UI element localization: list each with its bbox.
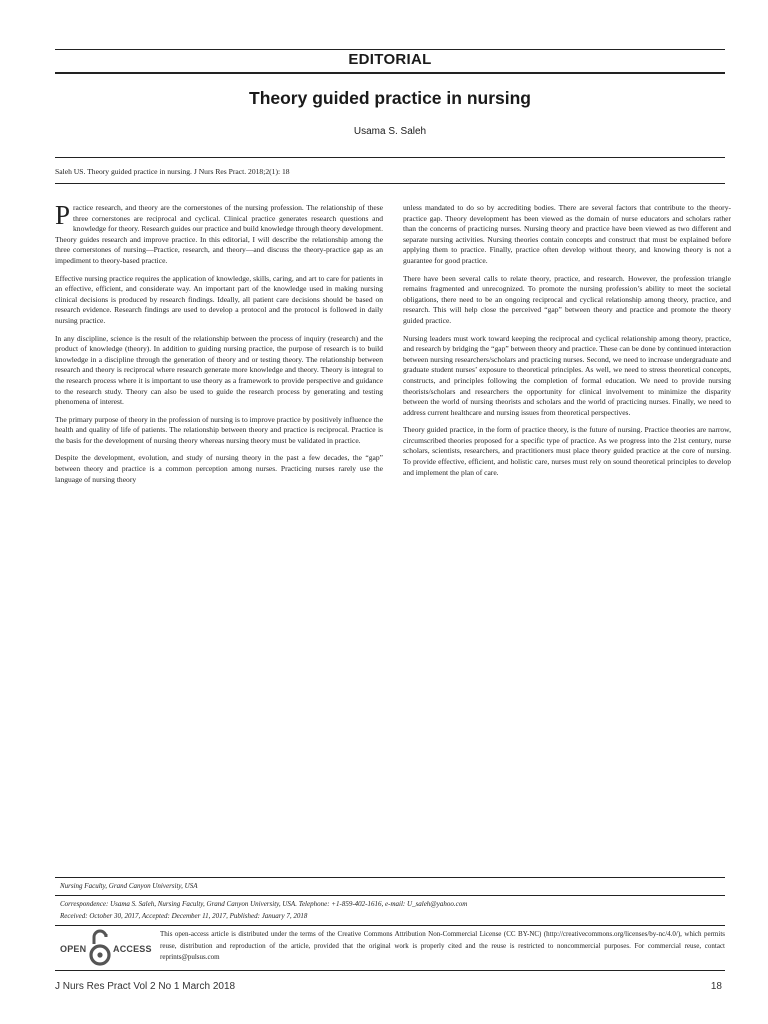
publication-dates: Received: October 30, 2017, Accepted: December 11, 2017, Published: January 7, 2018 xyxy=(60,912,308,920)
open-access-word-open: OPEN xyxy=(60,944,87,954)
paragraph: There have been several calls to relate theory, practice, and research. However, the profession triangle remains fragmented and unrecognized. To promote the nursing profession’s ability to meet the societal obligations, there need to be an ongoing reciprocal and cyclical relationship among theory, practice, and research. This will help close the perceived “gap” between theory and practice and promote the theory guided practice. xyxy=(403,273,731,325)
section-label: EDITORIAL xyxy=(348,51,432,68)
paragraph xyxy=(55,200,383,267)
top-rule xyxy=(55,49,725,50)
correspondence: Correspondence: Usama S. Saleh, Nursing Faculty, Grand Canyon University, USA. Telephone: +1-859-402-1616, e-mail: U_saleh@yahoo.com xyxy=(60,900,468,908)
page-number: 18 xyxy=(710,981,722,992)
footer-rule xyxy=(55,970,725,971)
open-access-logo xyxy=(60,928,155,968)
license-text: This open-access article is distributed under the terms of the Creative Commons Attribution Non-Commercial License (CC BY-NC) (http://creativecommons.org/licenses/by-nc/4.0/), which permits reuse, distribution and reproduction of the article, provided that the original work is properly cited and the reuse is restricted to noncommercial purposes. For commercial reuse, contact reprints@pulsus.com xyxy=(160,930,725,961)
footnote-top-rule xyxy=(55,877,725,878)
paragraph: Nursing leaders must work toward keeping the reciprocal and cyclical relationship among theory, practice, and research by bridging the “gap” between theory and practice. These can be done by continued interaction between nursing researchers/scholars and practicing nurses. Second, we need to increase undergraduate and graduate student nurses’ exposure to theoretical principles. As well, we need to stress theoretical concepts, constructs, and principles following the completion of formal education. We need to provide nursing theorists/scholars and researchers the opportunity for clinical involvement to minimize the disparity between the world of nursing theorists and scholars and the world of practicing nurses. Finally, we need to address current healthcare and nursing issues from theoretical perspectives. xyxy=(403,333,731,417)
footnote-mid-rule xyxy=(55,895,725,896)
body-column-right xyxy=(403,203,731,485)
paragraph-text: ractice research, and theory are the cornerstones of the nursing profession. The relationship of these three cornerstones are reciprocal and cyclical. Clinical practice generates research questions and knowledge for theory. Research guides our practice and build knowledge through theory development. Theory guides research and improve practice. In this editorial, I will describe the relationship among the three cornerstones of nursing—Practice, research, and theory—and discuss the theory-practice gap as an impediment to theory-based practice. xyxy=(55,203,383,265)
body-column-left xyxy=(55,200,383,492)
affiliation: Nursing Faculty, Grand Canyon University, USA xyxy=(60,882,198,890)
drop-cap: P xyxy=(55,200,71,230)
citation: Saleh US. Theory guided practice in nursing. J Nurs Res Pract. 2018;2(1): 18 xyxy=(55,167,290,176)
author-name: Usama S. Saleh xyxy=(353,126,427,137)
journal-info: J Nurs Res Pract Vol 2 No 1 March 2018 xyxy=(55,981,236,992)
paragraph: Despite the development, evolution, and study of nursing theory in the past a few decades, the “gap” between theory and practice is a common perception among nurses. Practicing nurses rarely use the language of nursing theory xyxy=(55,453,383,484)
license-top-rule xyxy=(55,925,725,926)
section-rule xyxy=(55,72,725,74)
citation-top-rule xyxy=(55,157,725,158)
article-title: Theory guided practice in nursing xyxy=(249,88,531,108)
paragraph: unless mandated to do so by accrediting bodies. There are several factors that contribute to the theory-practice gap. Theory development has been viewed as the domain of nurse educators and scholars rather than the concerns of practicing nurses. Nursing theory and practice have been viewed as two different and separate nursing activities. Nursing theories contain concepts and construct that must be explained before applying them to practice. Finally, practice often develop without theory, and knowing theory is not a guarantee for good practice. xyxy=(403,203,731,265)
paragraph: The primary purpose of theory in the profession of nursing is to improve practice by positively influence the health and quality of life of patients. The relationship between theory and practice is reciprocal. Practice is the basis for the development of nursing theory whereas nursing theory must be validated in practice. xyxy=(55,414,383,445)
citation-bottom-rule xyxy=(55,183,725,184)
paragraph: In any discipline, science is the result of the relationship between the process of inquiry (research) and the product of knowledge (theory). In addition to guiding nursing practice, the purpose of research is to build knowledge in a discipline through the generation of theory and or testing theory. The relationship between research and theory is reciprocal where research generate more knowledge and theory. Theory is integral to the research process where it is important to use theory as a framework to provide perspective and guidance to the research study. Theory can also be used to guide the research process by generating and testing phenomena of interest. xyxy=(55,333,383,407)
paragraph: Theory guided practice, in the form of practice theory, is the future of nursing. Practice theories are narrow, circumscribed theories proposed for a specific type of practice. As we progress into the 21st century, nurse scholars, scientists, researchers, and practitioners must place theory guided practice at the core of nursing. To provide effective, efficient, and holistic care, nurses must rely on sound theoretical principles to develop and implement the plan of care. xyxy=(403,425,731,477)
open-access-lock-icon xyxy=(89,928,111,968)
open-access-word-access: ACCESS xyxy=(113,944,152,954)
paragraph: Effective nursing practice requires the application of knowledge, skills, caring, and art to care for patients in an effective, efficient, and considerate way. An important part of the knowledge used in making nursing clinical decisions is produced by research findings. Ideally, all patient care decisions should be based on research evidence. Research findings are used to develop a protocol and the protocol is followed in daily nursing practice. xyxy=(55,273,383,325)
